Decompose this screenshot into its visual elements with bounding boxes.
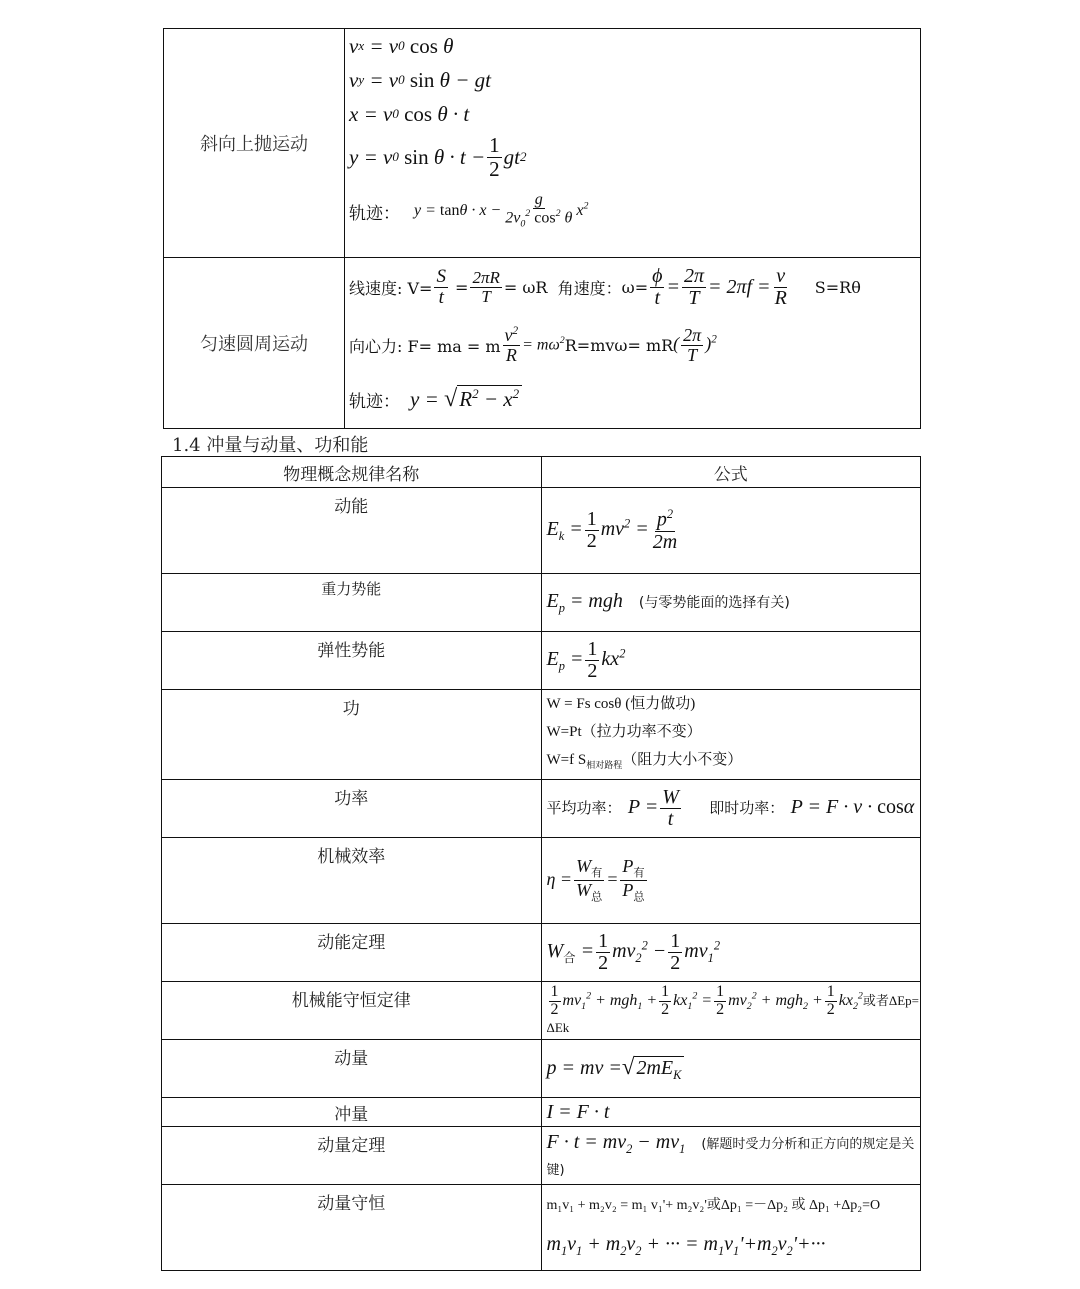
- formula: $E_p$ = $\frac{1}{2}$ $kx^2$: [541, 632, 921, 690]
- concept-name: 动量: [162, 1040, 542, 1098]
- formula: I = F · t: [541, 1098, 921, 1127]
- concept-name: 机械能守恒定律: [162, 982, 542, 1040]
- formula: v x = v 0 cos θ: [349, 33, 454, 58]
- formula: 向心力: F= ma = m $\frac{v^2}{R}$ = $m\omega^2$ R=mvω= mR ( $\frac{2\pi}{T}$ )$^2$: [349, 324, 717, 365]
- concept-name: 动能定理: [162, 924, 542, 982]
- formula: m₁v₁ + m₂v₂ = m₁ v₁'+ m₂v₂'或Δp₁ =－Δp₂ 或 Δp₁ +Δp₂=O $m_1v_1 + m_2v_2$ + ··· = $m_1v_1'+m_2v_2'+\cdot\cdot\cdot$: [541, 1185, 921, 1271]
- formula: y = v 0 sin θ · t − $\frac{1}{2}$ gt 2: [349, 133, 527, 181]
- formula-cell: [345, 258, 921, 429]
- formula-cell: [345, 29, 921, 258]
- formula: 轨迹： y = tanθ · x − $\frac{g}{2v_0^2 \cos^2 \theta}$ $x^2$: [349, 190, 589, 230]
- formula: p = mv =√ $2mE_K$: [541, 1040, 921, 1098]
- formula: x = v 0 cos θ · t: [349, 101, 470, 126]
- section-heading: 1.4 冲量与动量、功和能: [172, 435, 369, 456]
- concept-name: 功率: [162, 780, 542, 838]
- column-header: 公式: [541, 457, 921, 488]
- formula-note: (解题时受力分析和正方向的规定是关键): [546, 1137, 915, 1178]
- concept-name: 功: [162, 690, 542, 780]
- formula: $W_合$ = $\frac{1}{2}$ $mv_2^2$ − $\frac{1}{2}$ $mv_1^2$: [541, 924, 921, 982]
- formula: 线速度: V= $\frac{S}{t}$ = $\frac{2\pi R}{T}$ = ωR 角速度： ω= $\frac{\phi}{t}$ = $\frac{2\pi}{T}$ = 2πf = $\frac{v}{R}$ S=Rθ: [349, 264, 861, 309]
- concept-name: 弹性势能: [162, 632, 542, 690]
- formula: 平均功率： P = $\frac{W}{t}$ 即时功率： P = F · v · cosα: [541, 780, 921, 838]
- concept-name: 冲量: [162, 1098, 542, 1127]
- formula: η = $\frac{W_有}{W_总}$ = $\frac{P_有}{P_总}$: [541, 838, 921, 924]
- formula: 轨迹： $y = √R^2 - x^2$: [349, 374, 920, 424]
- row-label: 斜向上抛运动: [164, 29, 345, 258]
- column-header: 物理概念规律名称: [162, 457, 542, 488]
- concept-name: 动量定理: [162, 1127, 542, 1185]
- concept-name: 机械效率: [162, 838, 542, 924]
- row-label: 匀速圆周运动: [164, 258, 345, 429]
- momentum-energy-table: [161, 456, 921, 1271]
- trajectory-label: 轨迹：: [349, 203, 400, 224]
- concept-name: 重力势能: [162, 574, 542, 632]
- formula: v y = v 0 sin θ − gt: [349, 67, 491, 92]
- concept-name: 动能: [162, 488, 542, 574]
- formula: $\frac{1}{2}$ $mv_1^2 + mgh_1$ + $\frac{1}{2}$ $kx_1^2$ = $\frac{1}{2}$ $mv_2^2 + mgh_2$ + $\frac{1}{2}$ $kx_2^2$或者ΔEp= ΔEk: [541, 982, 921, 1040]
- formula: $F \cdot t = mv_2 - mv_1$ (解题时受力分析和正方向的规定是关键): [541, 1127, 921, 1185]
- projectile-table: [163, 28, 921, 429]
- formula: $E_p$ = mgh (与零势能面的选择有关): [541, 574, 921, 632]
- concept-name: 动量守恒: [162, 1185, 542, 1271]
- formula: W = Fs cosθ (恒力做功) W=Pt（拉力功率不变） W=f $S_{相对路程}$（阻力大小不变）: [541, 690, 921, 780]
- formula: $E_k$ = $\frac{1}{2}$ $mv^2$ = $\frac{p^2}{2m}$: [541, 488, 921, 574]
- formula-note: (与零势能面的选择有关): [638, 594, 790, 611]
